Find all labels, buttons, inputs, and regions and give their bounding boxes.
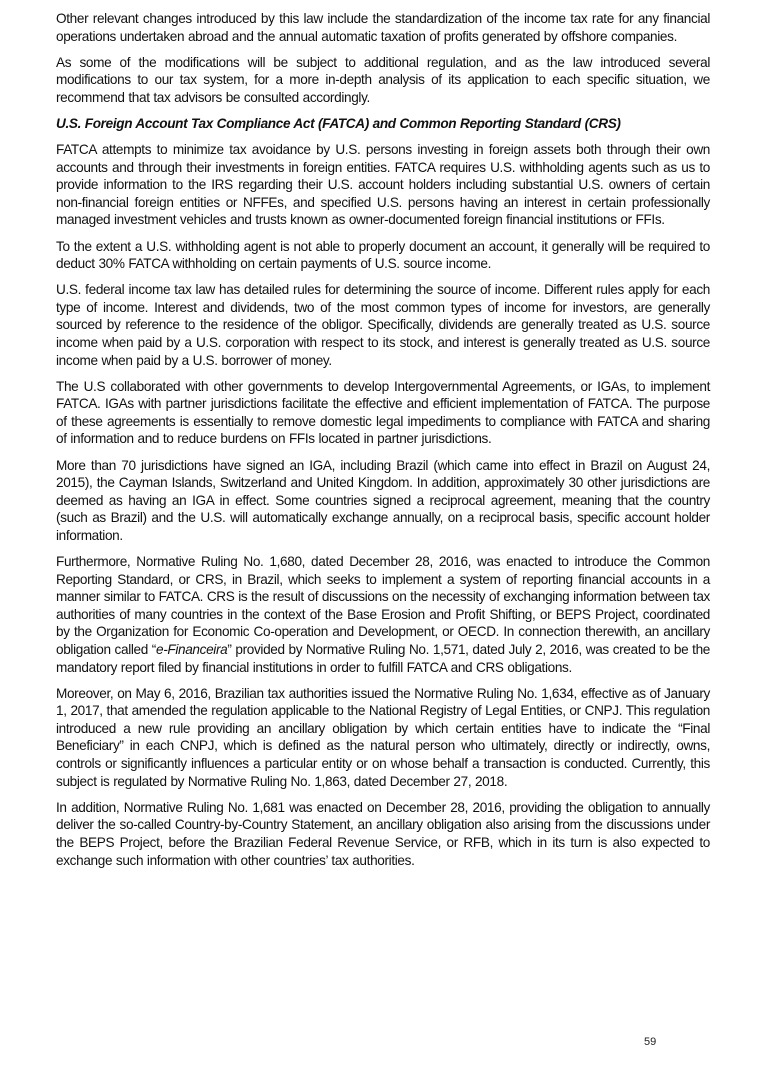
crs-text-after: ” provided by Normative Ruling No. 1,571, dated July 2, 2016, was created to be the mandatory report filed by financial institutions in order to fulfill FATCA and CRS obligations.	[56, 642, 711, 675]
paragraph-crs	[56, 553, 710, 676]
paragraph-iga-jurisdictions: More than 70 jurisdictions have signed an IGA, including Brazil (which came into effect in Brazil on August 24, 2015), the Cayman Islands, Switzerland and United Kingdom. In addition, approximately 30 other jurisdictions are deemed as having an IGA in effect. Some countries signed a reciprocal agreement, meaning that the country (such as Brazil) and the U.S. will automatically exchange annually, on a reciprocal basis, specific account holder information.	[56, 457, 710, 543]
paragraph-tax-advisors: As some of the modifications will be subject to additional regulation, and as the law introduced several modifications to our tax system, for a more in-depth analysis of its application to each specific situation, we recommend that tax advisors be consulted accordingly.	[56, 54, 710, 105]
crs-text-before: Furthermore, Normative Ruling No. 1,680, dated December 28, 2016, was enacted to introduce the Common Reporting Standard, or CRS, in Brazil, which seeks to implement a system of reporting financial accounts in a manner similar to FATCA. CRS is the result of discussions on the necessity of exchanging information between tax authorities of many countries in the context of the Base Erosion and Profit Shifting, or BEPS Project, coordinated by the Organization for Economic Co-operation and Development, or OECD. In connection therewith, an ancillary obligation called “	[56, 554, 710, 657]
paragraph-country-by-country: In addition, Normative Ruling No. 1,681 was enacted on December 28, 2016, providing the obligation to annually deliver the so-called Country-by-Country Statement, an ancillary obligation also arising from the discussions under the BEPS Project, before the Brazilian Federal Revenue Service, or RFB, which in its turn is also expected to exchange such information with other countries’ tax authorities.	[56, 799, 710, 868]
e-financeira-term: e-Financeira	[155, 642, 228, 657]
paragraph-income-source-rules: U.S. federal income tax law has detailed rules for determining the source of income. Different rules apply for each type of income. Interest and dividends, two of the most common types of income for investors, are generally sourced by reference to the residence of the obligor. Specifically, dividends are generally treated as U.S. source income when paid by a U.S. corporation with respect to its stock, and interest is generally treated as U.S. source income when paid by a U.S. borrower of money.	[56, 282, 710, 368]
page-number: 59	[644, 1036, 657, 1048]
document-page	[56, 10, 710, 878]
paragraph-fatca-overview: FATCA attempts to minimize tax avoidance by U.S. persons investing in foreign assets both through their own accounts and through their investments in foreign entities. FATCA requires U.S. withholding agents such as us to provide information to the IRS regarding their U.S. account holders including substantial U.S. owners of certain non-financial foreign entities or NFFEs, and specified U.S. persons having an interest in certain professionally managed investment vehicles and trusts known as owner-documented foreign financial institutions or FFIs.	[56, 142, 710, 228]
paragraph-tax-rate-changes: Other relevant changes introduced by this law include the standardization of the income tax rate for any financial operations undertaken abroad and the annual automatic taxation of profits generated by offshore companies.	[56, 11, 710, 44]
section-heading-fatca-crs: U.S. Foreign Account Tax Compliance Act (FATCA) and Common Reporting Standard (CRS)	[56, 115, 621, 131]
paragraph-final-beneficiary: Moreover, on May 6, 2016, Brazilian tax authorities issued the Normative Ruling No. 1,634, effective as of January 1, 2017, that amended the regulation applicable to the National Registry of Legal Entities, or CNPJ. This regulation introduced a new rule providing an ancillary obligation by which certain entities have to indicate the “Final Beneficiary” in each CNPJ, which is defined as the natural person who ultimately, directly or indirectly, owns, controls or significantly influences a particular entity or on whose behalf a transaction is conducted. Currently, this subject is regulated by Normative Ruling No. 1,863, dated December 27, 2018.	[56, 685, 710, 789]
paragraph-fatca-withholding: To the extent a U.S. withholding agent is not able to properly document an account, it generally will be required to deduct 30% FATCA withholding on certain payments of U.S. source income.	[56, 238, 710, 272]
paragraph-igas: The U.S collaborated with other governments to develop Intergovernmental Agreements, or IGAs, to implement FATCA. IGAs with partner jurisdictions facilitate the effective and efficient implementation of FATCA. The purpose of these agreements is essentially to remove domestic legal impediments to compliance with FATCA and sharing of information and to reduce burdens on FFIs located in partner jurisdictions.	[56, 378, 710, 447]
